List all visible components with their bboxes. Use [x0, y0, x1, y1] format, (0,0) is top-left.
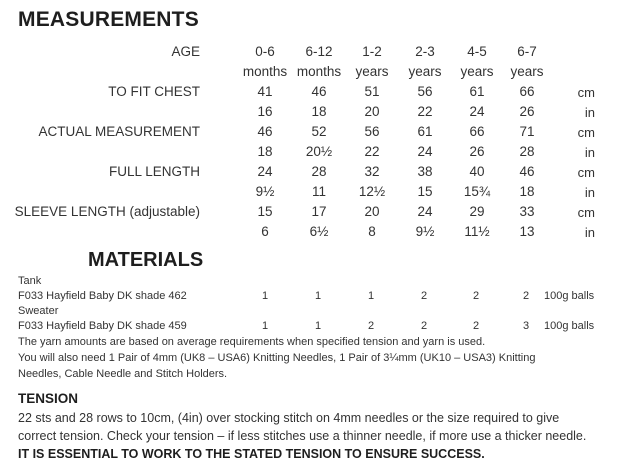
table-cell: 15	[257, 204, 273, 219]
table-cell: 18	[311, 104, 327, 119]
table-cell: 15	[417, 184, 433, 199]
sweater-amount: 2	[420, 320, 428, 332]
table-cell: 24	[417, 144, 433, 159]
table-cell: 22	[417, 104, 433, 119]
table-cell: 38	[417, 164, 433, 179]
tension-warning: IT IS ESSENTIAL TO WORK TO THE STATED TENSION TO ENSURE SUCCESS.	[18, 447, 485, 461]
age-label: AGE	[171, 44, 200, 59]
row-unit: in	[584, 225, 595, 240]
table-cell: 12½	[358, 184, 386, 199]
sweater-amount: 2	[472, 320, 480, 332]
row-label: TO FIT CHEST	[108, 84, 200, 99]
table-cell: 28	[519, 144, 535, 159]
row-label: SLEEVE LENGTH (adjustable)	[14, 204, 200, 219]
table-cell: 18	[257, 144, 273, 159]
table-cell: 41	[257, 84, 273, 99]
row-unit: cm	[577, 165, 595, 180]
size-header: 6-7	[517, 44, 537, 59]
row-unit: cm	[577, 125, 595, 140]
sweater-amount: 3	[522, 320, 530, 332]
row-unit: in	[584, 105, 595, 120]
table-cell: 61	[469, 84, 485, 99]
row-unit: cm	[577, 85, 595, 100]
tank-yarn: F033 Hayfield Baby DK shade 462	[18, 290, 187, 302]
table-cell: 46	[311, 84, 327, 99]
table-cell: 15¾	[463, 184, 491, 199]
size-header: 6-12	[305, 44, 333, 59]
size-unit: years	[355, 64, 389, 79]
tension-text: correct tension. Check your tension – if less stitches use a thinner needle, if more use a thicker needle.	[18, 429, 587, 443]
table-cell: 22	[364, 144, 380, 159]
tension-heading: TENSION	[18, 391, 79, 406]
tank-label: Tank	[18, 275, 42, 287]
table-cell: 17	[311, 204, 327, 219]
table-cell: 56	[364, 124, 380, 139]
size-unit: years	[510, 64, 544, 79]
table-cell: 51	[364, 84, 380, 99]
tank-unit: 100g balls	[544, 290, 595, 302]
materials-heading: MATERIALS	[88, 249, 204, 271]
tank-amount: 2	[472, 290, 480, 302]
table-cell: 18	[519, 184, 535, 199]
table-cell: 9½	[415, 224, 435, 239]
size-header: 2-3	[415, 44, 435, 59]
table-cell: 56	[417, 84, 433, 99]
needles-note: You will also need 1 Pair of 4mm (UK8 – USA6) Knitting Needles, 1 Pair of 3¼mm (UK10 – USA3) Knitting	[18, 352, 536, 364]
table-cell: 33	[519, 204, 535, 219]
row-label: ACTUAL MEASUREMENT	[38, 124, 200, 139]
tank-amount: 1	[367, 290, 375, 302]
table-cell: 16	[257, 104, 273, 119]
row-unit: cm	[577, 205, 595, 220]
table-cell: 8	[368, 224, 376, 239]
table-cell: 20	[364, 104, 380, 119]
table-cell: 46	[257, 124, 273, 139]
needles-note-cont: Needles, Cable Needle and Stitch Holders.	[18, 368, 228, 380]
size-header: 4-5	[467, 44, 487, 59]
table-cell: 6	[261, 224, 269, 239]
table-cell: 40	[469, 164, 485, 179]
size-header: 0-6	[255, 44, 275, 59]
size-unit: years	[460, 64, 494, 79]
table-cell: 28	[311, 164, 327, 179]
table-cell: 20½	[305, 144, 333, 159]
tank-amount: 1	[314, 290, 322, 302]
sweater-amount: 1	[314, 320, 322, 332]
table-cell: 24	[417, 204, 433, 219]
table-cell: 13	[519, 224, 535, 239]
size-unit: months	[242, 64, 288, 79]
table-cell: 9½	[255, 184, 275, 199]
sweater-yarn: F033 Hayfield Baby DK shade 459	[18, 320, 187, 332]
sweater-label: Sweater	[18, 305, 59, 317]
row-unit: in	[584, 185, 595, 200]
table-cell: 6½	[309, 224, 329, 239]
table-cell: 26	[519, 104, 535, 119]
sweater-amount: 2	[367, 320, 375, 332]
size-unit: years	[408, 64, 442, 79]
tank-amount: 1	[261, 290, 269, 302]
table-cell: 66	[469, 124, 485, 139]
table-cell: 11	[311, 184, 326, 199]
tank-amount: 2	[420, 290, 428, 302]
table-cell: 11½	[464, 224, 490, 239]
table-cell: 46	[519, 164, 535, 179]
table-cell: 32	[364, 164, 380, 179]
size-header: 1-2	[362, 44, 382, 59]
sweater-amount: 1	[261, 320, 269, 332]
tank-amount: 2	[522, 290, 530, 302]
size-unit: months	[296, 64, 342, 79]
row-unit: in	[584, 145, 595, 160]
table-cell: 20	[364, 204, 380, 219]
table-cell: 29	[469, 204, 485, 219]
table-cell: 24	[469, 104, 485, 119]
table-cell: 24	[257, 164, 273, 179]
sweater-unit: 100g balls	[544, 320, 595, 332]
yarn-note: The yarn amounts are based on average requirements when specified tension and yarn is used.	[18, 336, 486, 348]
table-cell: 52	[311, 124, 327, 139]
tension-text: 22 sts and 28 rows to 10cm, (4in) over stocking stitch on 4mm needles or the size required to give	[18, 411, 560, 425]
table-cell: 26	[469, 144, 485, 159]
table-cell: 71	[519, 124, 535, 139]
table-cell: 66	[519, 84, 535, 99]
table-cell: 61	[417, 124, 433, 139]
row-label: FULL LENGTH	[108, 164, 200, 179]
page-title: MEASUREMENTS	[18, 8, 199, 31]
